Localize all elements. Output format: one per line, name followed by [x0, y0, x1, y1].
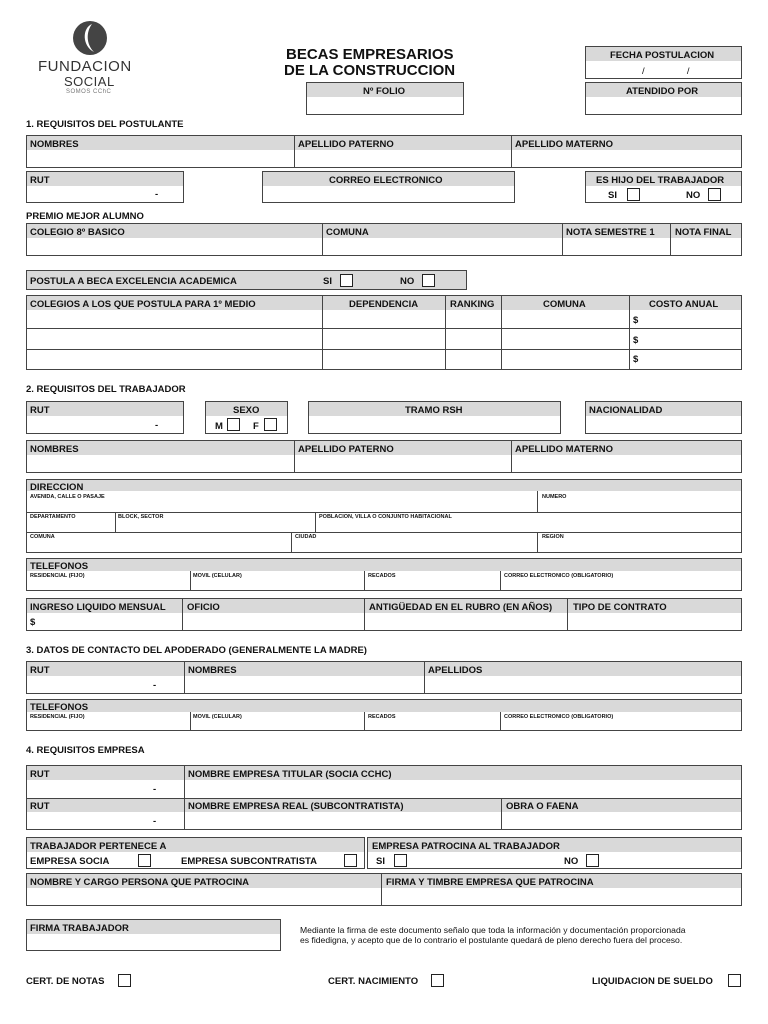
ingreso-label: INGRESO LIQUIDO MENSUAL	[30, 602, 166, 613]
emp-rut-label: RUT	[30, 769, 50, 780]
apod-apellidos-label: APELLIDOS	[428, 665, 483, 676]
apod-telefonos-label: TELEFONOS	[30, 702, 89, 713]
cert-nacimiento-checkbox[interactable]	[431, 974, 444, 987]
numero-label: NUMERO	[542, 494, 567, 500]
cert-notas-checkbox[interactable]	[118, 974, 131, 987]
trab-recados-label: RECADOS	[368, 573, 396, 579]
ciudad-label: CIUDAD	[295, 534, 317, 540]
tramo-label: TRAMO RSH	[405, 405, 463, 416]
emp-rut2-dash: -	[153, 816, 157, 827]
nacionalidad-label: NACIONALIDAD	[589, 405, 663, 416]
nota-final-field[interactable]	[671, 238, 742, 256]
atendido-box[interactable]	[585, 82, 742, 115]
emp-sub-label: EMPRESA SUBCONTRATISTA	[181, 856, 317, 867]
logo-line1: FUNDACION	[38, 58, 132, 75]
rut-trabajador-field[interactable]	[26, 401, 184, 434]
region-label: REGION	[542, 534, 564, 540]
folio-label: Nº FOLIO	[363, 86, 405, 97]
colegio-field[interactable]	[27, 238, 322, 256]
costo-dollar-2: $	[633, 335, 639, 346]
patrocina-si-label: SI	[376, 856, 385, 867]
postula-no-label: NO	[400, 276, 415, 287]
emp-socia-checkbox[interactable]	[138, 854, 151, 867]
declaracion-line2: es fidedigna, y acepto que de lo contrario el postulante quedará de pleno derecho fuera del proceso.	[300, 935, 683, 945]
es-hijo-si-checkbox[interactable]	[627, 188, 640, 201]
nombre-cargo-field[interactable]	[27, 888, 381, 906]
nota-final-label: NOTA FINAL	[675, 227, 732, 238]
cert-notas-label: CERT. DE NOTAS	[26, 976, 105, 987]
emp-rut-dash: -	[153, 784, 157, 795]
firma-trabajador-field[interactable]	[26, 919, 281, 951]
postula-label: POSTULA A BECA EXCELENCIA ACADEMICA	[30, 276, 237, 287]
patrocina-no-checkbox[interactable]	[586, 854, 599, 867]
colegio-label: COLEGIO 8º BASICO	[30, 227, 125, 238]
trab-ap-materno-label: APELLIDO MATERNO	[515, 444, 613, 455]
sexo-m-label: M	[215, 421, 223, 432]
block-label: BLOCK, SECTOR	[118, 514, 164, 520]
trab-ap-paterno-field[interactable]	[295, 455, 511, 473]
patrocina-si-checkbox[interactable]	[394, 854, 407, 867]
ap-materno-label: APELLIDO MATERNO	[515, 139, 613, 150]
rut-label: RUT	[30, 175, 50, 186]
cert-nacimiento-label: CERT. NACIMIENTO	[328, 976, 419, 987]
costo-dollar-1: $	[633, 315, 639, 326]
pertenece-label: TRABAJADOR PERTENECE A	[30, 841, 167, 852]
trab-ap-paterno-label: APELLIDO PATERNO	[298, 444, 394, 455]
firma-timbre-label: FIRMA Y TIMBRE EMPRESA QUE PATROCINA	[386, 877, 594, 888]
nota-sem-field[interactable]	[563, 238, 670, 256]
patrocina-box	[367, 837, 742, 869]
emp-titular-label: NOMBRE EMPRESA TITULAR (SOCIA CCHC)	[188, 769, 392, 780]
fecha-label: FECHA POSTULACION	[610, 50, 715, 61]
empresa-table	[26, 765, 742, 830]
sexo-box	[205, 401, 288, 434]
costo-dollar-3: $	[633, 354, 639, 365]
postula-si-checkbox[interactable]	[340, 274, 353, 287]
es-hijo-si-label: SI	[608, 190, 617, 201]
dir-comuna-label: COMUNA	[30, 534, 55, 540]
logo	[30, 18, 150, 98]
folio-box[interactable]	[306, 82, 464, 115]
fecha-postulacion-box[interactable]	[585, 46, 742, 79]
logo-line3: SOMOS CChC	[66, 89, 112, 95]
colegios-table	[26, 295, 742, 370]
correo-postulante-field[interactable]	[262, 171, 515, 203]
trab-telefonos-box	[26, 558, 742, 591]
patrocina-label: EMPRESA PATROCINA AL TRABAJADOR	[372, 841, 560, 852]
postulante-nombres-row	[26, 135, 742, 168]
sexo-m-checkbox[interactable]	[227, 418, 240, 431]
trab-ap-materno-field[interactable]	[512, 455, 742, 473]
patrocinador-row	[26, 873, 742, 906]
avenida-label: AVENIDA, CALLE O PASAJE	[30, 494, 105, 500]
tramo-rsh-field[interactable]	[308, 401, 561, 434]
firma-trab-label: FIRMA TRABAJADOR	[30, 923, 129, 934]
trabajador-nombres-row	[26, 440, 742, 473]
trab-residencial-label: RESIDENCIAL (FIJO)	[30, 573, 85, 579]
costo-header: COSTO ANUAL	[649, 299, 719, 310]
section1-title: 1. REQUISITOS DEL POSTULANTE	[26, 119, 184, 130]
apod-rut-dash: -	[153, 680, 157, 691]
premio-row	[26, 223, 742, 256]
antiguedad-label: ANTIGÜEDAD EN EL RUBRO (EN AÑOS)	[369, 602, 553, 613]
emp-sub-checkbox[interactable]	[344, 854, 357, 867]
nombres-field[interactable]	[27, 150, 294, 168]
apod-movil-label: MOVIL (CELULAR)	[193, 714, 242, 720]
trab-movil-label: MOVIL (CELULAR)	[193, 573, 242, 579]
apod-nombres-label: NOMBRES	[188, 665, 237, 676]
oficio-label: OFICIO	[187, 602, 220, 613]
liquidacion-checkbox[interactable]	[728, 974, 741, 987]
declaracion-line1: Mediante la firma de este documento señalo que toda la información y documentación proporcionada	[300, 925, 686, 935]
apoderado-row	[26, 661, 742, 694]
rut-trab-label: RUT	[30, 405, 50, 416]
nacionalidad-field[interactable]	[585, 401, 742, 434]
form-title-line1: BECAS EMPRESARIOS	[286, 46, 454, 63]
direccion-label: DIRECCION	[30, 482, 84, 493]
poblacion-label: POBLACION, VILLA O CONJUNTO HABITACIONAL	[319, 514, 452, 520]
emp-real-label: NOMBRE EMPRESA REAL (SUBCONTRATISTA)	[188, 801, 404, 812]
ingreso-row	[26, 598, 742, 631]
fecha-slashes: / /	[642, 66, 690, 77]
depto-label: DEPARTAMENTO	[30, 514, 76, 520]
ap-materno-field[interactable]	[512, 150, 742, 168]
emp-socia-label: EMPRESA SOCIA	[30, 856, 110, 867]
section4-title: 4. REQUISITOS EMPRESA	[26, 745, 145, 756]
comuna-field[interactable]	[323, 238, 562, 256]
ap-paterno-field[interactable]	[295, 150, 511, 168]
tipo-contrato-label: TIPO DE CONTRATO	[573, 602, 667, 613]
ingreso-dollar: $	[30, 617, 36, 628]
logo-icon	[70, 20, 110, 56]
ap-paterno-label: APELLIDO PATERNO	[298, 139, 394, 150]
postula-no-checkbox[interactable]	[422, 274, 435, 287]
apod-correo-obl-label: CORREO ELECTRONICO (OBLIGATORIO)	[504, 714, 614, 720]
sexo-f-label: F	[253, 421, 259, 432]
logo-line2: SOCIAL	[64, 74, 115, 89]
trab-nombres-label: NOMBRES	[30, 444, 79, 455]
direccion-box	[26, 479, 742, 553]
trab-telefonos-label: TELEFONOS	[30, 561, 89, 572]
liquidacion-label: LIQUIDACION DE SUELDO	[592, 976, 713, 987]
apod-residencial-label: RESIDENCIAL (FIJO)	[30, 714, 85, 720]
firma-timbre-field[interactable]	[382, 888, 742, 906]
pertenece-box	[26, 837, 365, 869]
section3-title: 3. DATOS DE CONTACTO DEL APODERADO (GENERALMENTE LA MADRE)	[26, 645, 367, 656]
apod-rut-label: RUT	[30, 665, 50, 676]
sexo-label: SEXO	[233, 405, 260, 416]
trab-nombres-field[interactable]	[27, 455, 294, 473]
sexo-f-checkbox[interactable]	[264, 418, 277, 431]
correo-label: CORREO ELECTRONICO	[329, 175, 443, 186]
section2-title: 2. REQUISITOS DEL TRABAJADOR	[26, 384, 186, 395]
comuna-header: COMUNA	[543, 299, 586, 310]
patrocina-no-label: NO	[564, 856, 579, 867]
nota-sem-label: NOTA SEMESTRE 1	[566, 227, 655, 238]
es-hijo-no-label: NO	[686, 190, 701, 201]
emp-obra-label: OBRA O FAENA	[506, 801, 579, 812]
atendido-label: ATENDIDO POR	[626, 86, 699, 97]
es-hijo-box	[585, 171, 742, 203]
nombres-label: NOMBRES	[30, 139, 79, 150]
rut-postulante-field[interactable]	[26, 171, 184, 203]
postula-excelencia-box	[26, 270, 467, 290]
rut-dash: -	[155, 189, 159, 200]
comuna-label: COMUNA	[326, 227, 369, 238]
postula-si-label: SI	[323, 276, 332, 287]
apod-telefonos-box	[26, 699, 742, 731]
form-title-line2: DE LA CONSTRUCCION	[284, 62, 456, 79]
apod-recados-label: RECADOS	[368, 714, 396, 720]
premio-title: PREMIO MEJOR ALUMNO	[26, 211, 144, 222]
trab-correo-obl-label: CORREO ELECTRONICO (OBLIGATORIO)	[504, 573, 614, 579]
es-hijo-no-checkbox[interactable]	[708, 188, 721, 201]
dependencia-header: DEPENDENCIA	[349, 299, 419, 310]
es-hijo-label: ES HIJO DEL TRABAJADOR	[596, 175, 725, 186]
colegios-header: COLEGIOS A LOS QUE POSTULA PARA 1º MEDIO	[30, 299, 256, 310]
ranking-header: RANKING	[450, 299, 495, 310]
rut-trab-dash: -	[155, 420, 159, 431]
nombre-cargo-label: NOMBRE Y CARGO PERSONA QUE PATROCINA	[30, 877, 250, 888]
emp-rut2-label: RUT	[30, 801, 50, 812]
